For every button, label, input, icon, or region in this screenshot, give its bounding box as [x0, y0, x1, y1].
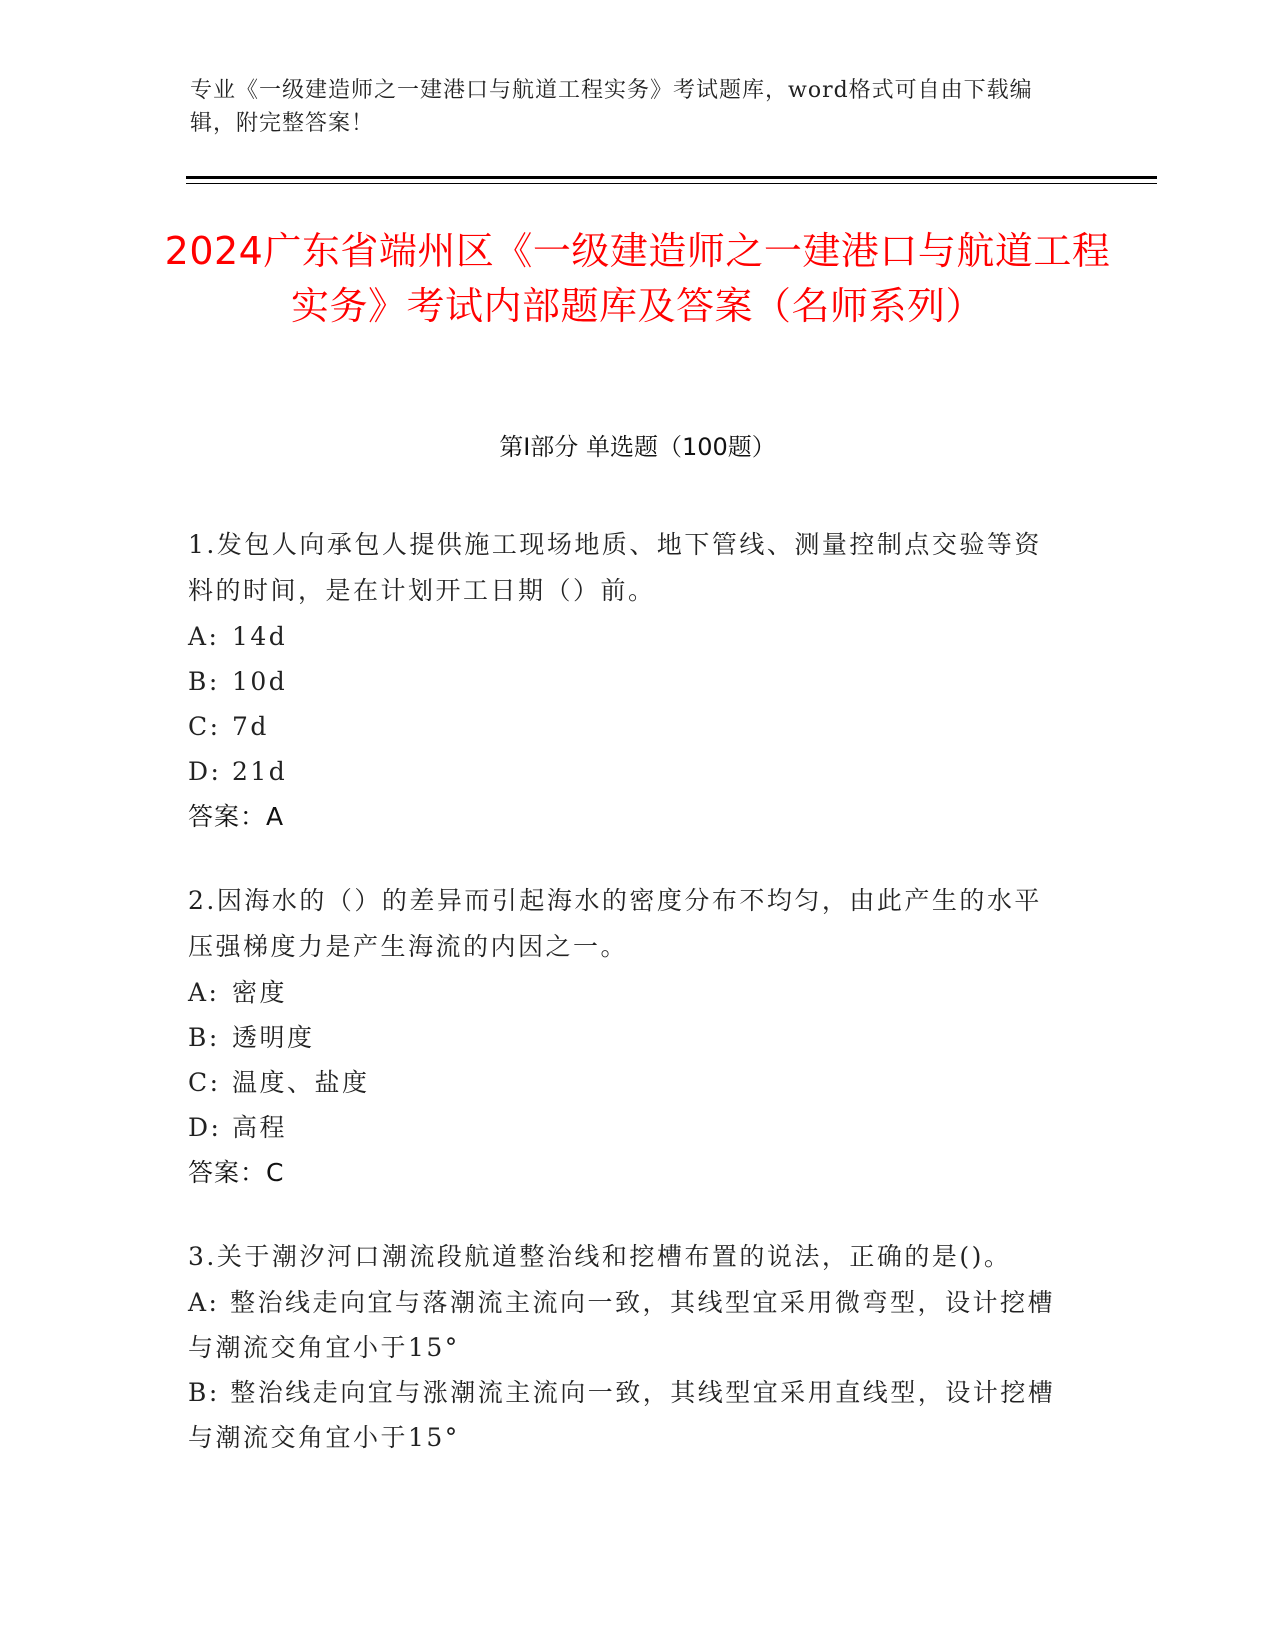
option-key: A: [188, 1288, 220, 1317]
option-text: 10d [232, 667, 288, 696]
option-key: C: [188, 1068, 221, 1097]
option-text: 高程 [232, 1113, 288, 1142]
option-d [188, 1105, 1068, 1150]
option-key: C: [188, 712, 221, 741]
option-text: 整治线走向宜与落潮流主流向一致，其线型宜采用微弯型，设计挖槽与潮流交角宜小于15° [188, 1288, 1055, 1362]
header-divider-thick [186, 176, 1157, 179]
option-c [188, 1060, 1068, 1105]
option-b [188, 659, 1068, 704]
option-key: B: [188, 1023, 220, 1052]
answer-line: 答案：C [188, 1158, 285, 1187]
option-c [188, 704, 1068, 749]
option-d [188, 749, 1068, 794]
option-text: 密度 [232, 978, 288, 1007]
question-stem: 2.因海水的（）的差异而引起海水的密度分布不均匀，由此产生的水平压强梯度力是产生海流的内因之一。 [188, 886, 1042, 961]
option-text: 温度、盐度 [232, 1068, 370, 1097]
option-text: 整治线走向宜与涨潮流主流向一致，其线型宜采用直线型，设计挖槽与潮流交角宜小于15° [188, 1378, 1056, 1452]
option-key: D: [188, 1113, 222, 1142]
option-key: A: [188, 622, 220, 651]
question-2 [188, 878, 1068, 1195]
option-text: 7d [232, 712, 269, 741]
option-a [188, 970, 1068, 1015]
question-stem: 3.关于潮汐河口潮流段航道整治线和挖槽布置的说法，正确的是()。 [188, 1242, 1012, 1271]
option-key: B: [188, 667, 220, 696]
option-text: 21d [232, 757, 288, 786]
document-title: 2024广东省端州区《一级建造师之一建港口与航道工程实务》考试内部题库及答案（名师系列） [164, 229, 1111, 328]
option-a [188, 1280, 1068, 1370]
option-key: A: [188, 978, 220, 1007]
question-1 [188, 522, 1068, 839]
option-text: 透明度 [232, 1023, 315, 1052]
option-a [188, 614, 1068, 659]
section-title: 第I部分 单选题（100题） [499, 433, 776, 461]
header-note: 专业《一级建造师之一建港口与航道工程实务》考试题库，word格式可自由下载编辑，附完整答案！ [190, 78, 1033, 136]
option-key: B: [188, 1378, 220, 1407]
option-b [188, 1370, 1068, 1460]
option-key: D: [188, 757, 222, 786]
header-divider-thin [186, 183, 1157, 184]
answer-line: 答案：A [188, 802, 285, 831]
question-stem: 1.发包人向承包人提供施工现场地质、地下管线、测量控制点交验等资料的时间，是在计划开工日期（）前。 [188, 530, 1042, 605]
option-text: 14d [232, 622, 288, 651]
question-list [188, 522, 1068, 1499]
option-b [188, 1015, 1068, 1060]
question-3 [188, 1234, 1068, 1460]
